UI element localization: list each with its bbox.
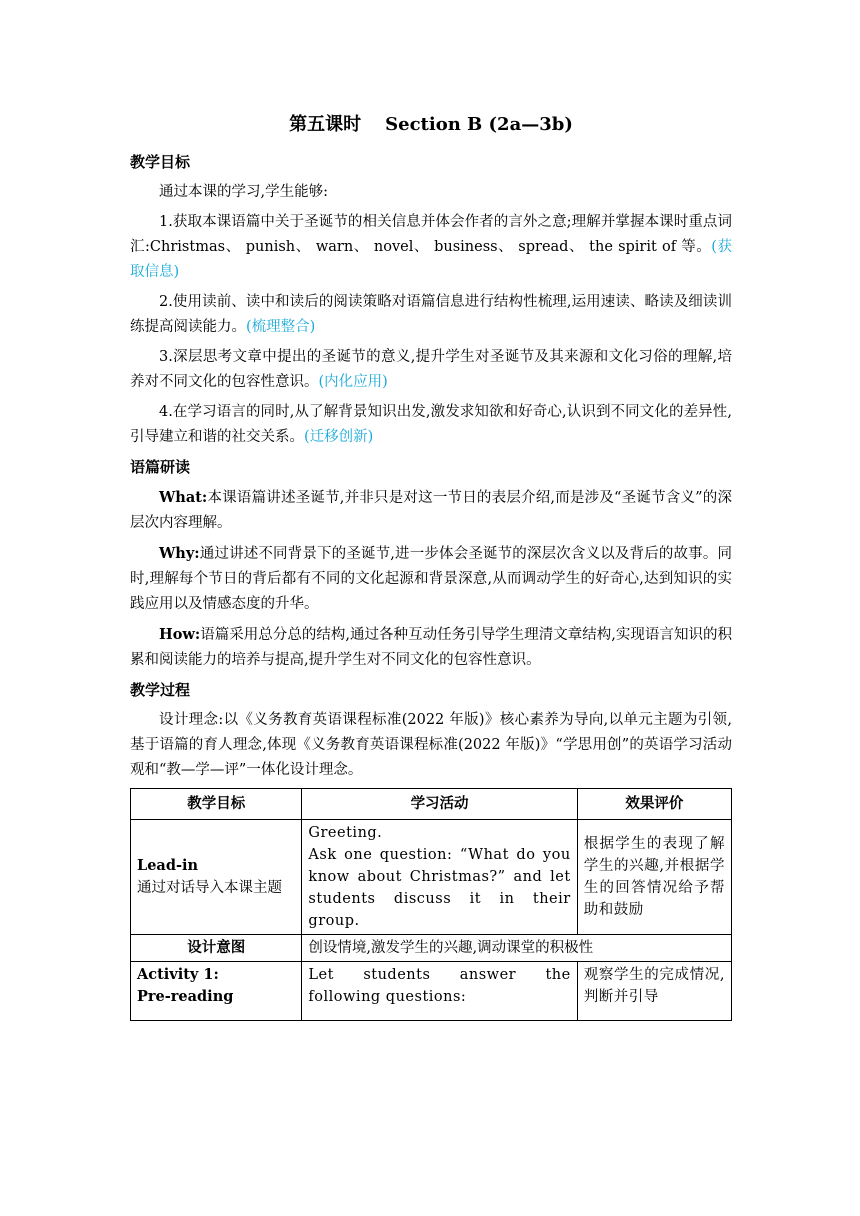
intent-label: 设计意图 (131, 935, 302, 962)
activity-cell (302, 820, 577, 935)
goal-cell (131, 820, 302, 935)
analysis-why: Why:通过讲述不同背景下的圣诞节,进一步体会圣诞节的深层次含义以及背后的故事。同时,理解每个节日的背后都有不同的文化起源和背景深意,从而调动学生的好奇心,达到知识的实践应用以及情感态度的升华。 (130, 545, 732, 612)
objective-item: 1.获取本课语篇中关于圣诞节的相关信息并体会作者的言外之意;理解并掌握本课时重点词汇:Christmas、 punish、 warn、 novel、 business、 spread、 the spirit of 等。(获取信息) (130, 214, 732, 280)
objective-item: 4.在学习语言的同时,从了解背景知识出发,激发求知欲和好奇心,认识到不同文化的差异性,引导建立和谐的社交关系。(迁移创新) (130, 404, 732, 445)
process-heading: 教学过程 (130, 681, 191, 699)
objectives-intro: 通过本课的学习,学生能够: (159, 184, 328, 200)
lesson-title (130, 110, 732, 136)
evaluation-cell: 观察学生的完成情况,判断并引导 (577, 962, 731, 1021)
intent-text: 创设情境,激发学生的兴趣,调动课堂的积极性 (302, 935, 732, 962)
objective-item: 3.深层思考文章中提出的圣诞节的意义,提升学生对圣诞节及其来源和文化习俗的理解,培养对不同文化的包容性意识。(内化应用) (130, 349, 732, 390)
activity-line: Greeting. (308, 825, 383, 841)
document-page (130, 110, 732, 1021)
section-name: Section B (2a—3b) (385, 114, 573, 135)
header-goal: 教学目标 (131, 789, 302, 820)
objective-tag: (内化应用) (318, 374, 388, 390)
intent-row (131, 935, 732, 962)
objective-tag: (获取信息) (130, 239, 732, 280)
goal-cell (131, 962, 302, 1021)
table-row (131, 820, 732, 935)
objective-tag: (梳理整合) (246, 319, 316, 335)
goal-subtitle: Pre-reading (137, 988, 234, 1005)
lesson-plan-table (130, 788, 732, 1021)
analysis-what: What:本课语篇讲述圣诞节,并非只是对这一节日的表层介绍,而是涉及“圣诞节含义”的深层次内容理解。 (130, 489, 732, 531)
header-activity: 学习活动 (302, 789, 577, 820)
goal-title: Lead-in (137, 857, 199, 874)
process-intro: 设计理念:以《义务教育英语课程标准(2022 年版)》核心素养为导向,以单元主题为引领,基于语篇的育人理念,体现《义务教育英语课程标准(2022 年版)》“学思用创”的英语学习活动观和“教—学—评”一体化设计理念。 (130, 712, 732, 778)
analysis-how: How:语篇采用总分总的结构,通过各种互动任务引导学生理清文章结构,实现语言知识的积累和阅读能力的培养与提高,提升学生对不同文化的包容性意识。 (130, 626, 732, 668)
goal-text: 通过对话导入本课主题 (137, 880, 282, 896)
lesson-number: 第五课时 (289, 114, 362, 135)
analysis-heading: 语篇研读 (130, 458, 191, 476)
evaluation-cell: 根据学生的表现了解学生的兴趣,并根据学生的回答情况给予帮助和鼓励 (577, 820, 731, 935)
activity-cell: Let students answer the following questions: (302, 962, 577, 1021)
table-row (131, 962, 732, 1021)
objective-tag: (迁移创新) (304, 429, 374, 445)
header-evaluation: 效果评价 (577, 789, 731, 820)
objectives-heading: 教学目标 (130, 153, 191, 171)
table-header-row (131, 789, 732, 820)
goal-title: Activity 1: (137, 966, 219, 983)
activity-line: Ask one question: “What do you know about Christmas?” and let students discuss it in their group. (308, 847, 571, 929)
objective-item: 2.使用读前、读中和读后的阅读策略对语篇信息进行结构性梳理,运用速读、略读及细读训练提高阅读能力。(梳理整合) (130, 294, 732, 335)
